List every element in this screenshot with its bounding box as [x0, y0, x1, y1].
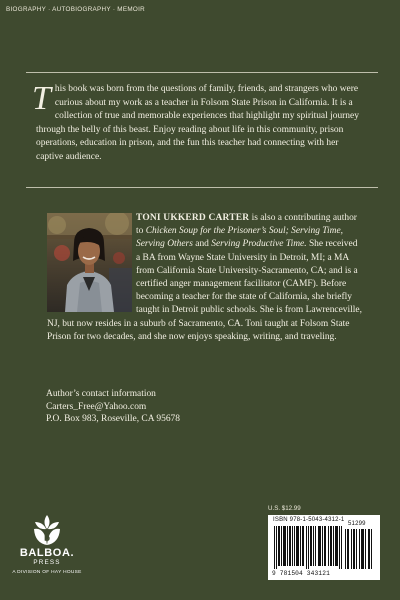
ean-barcode-bars	[273, 526, 343, 569]
photo-wrap-spacer	[47, 212, 136, 313]
blurb-text: his book was born from the questions of family, friends, and strangers who were curious about my work as a teacher in Folsom State Prison in California. It is a collection of true and memorable experiences that highlight my spiritual journey through the belly of this beast. Enjoy reading about life in this community, prison operations, education in prison, and the fun this teacher had connecting with her captive audience.	[36, 84, 359, 162]
bio-and: and	[192, 239, 212, 250]
publisher-press: PRESS	[33, 559, 61, 566]
book-blurb	[32, 80, 360, 164]
ean-digits: 9 781504 343121	[272, 570, 330, 577]
price-code: 51299	[348, 521, 366, 527]
bio-book-2: Serving Productive Time.	[211, 239, 307, 250]
contact-email: Carters_Free@Yahoo.com	[46, 401, 147, 412]
publisher-division: A DIVISION OF HAY HOUSE	[12, 570, 82, 575]
lotus-b-icon	[32, 514, 62, 546]
price-label: U.S. $12.99	[268, 505, 301, 512]
contact-address: P.O. Box 983, Roseville, CA 95678	[46, 414, 180, 425]
contact-info	[46, 388, 180, 426]
top-divider	[26, 72, 378, 73]
isbn-number: ISBN 978-1-5043-4312-1	[273, 517, 345, 523]
bio-intro: is also a contributing author to	[136, 213, 357, 237]
bio-rest: She received a BA from Wayne State University in Detroit, MI; a MA from California State University-Sacramento, CA; and is a certified anger management facilitator (CAMF). Before becoming a teacher for the state of California, she briefly taught in Detroit public schools. She is from Lawrenceville, NJ, but now resides in a suburb of Sacramento, CA. Toni taught at Folsom State Prison for two decades, and she now enjoys speaking, writing, and traveling.	[47, 239, 362, 342]
svg-text:b: b	[43, 532, 51, 544]
drop-cap: T	[32, 80, 51, 117]
isbn-barcode	[268, 515, 380, 580]
publisher-logo	[2, 512, 92, 600]
contact-heading: Author’s contact information	[46, 389, 156, 399]
genre-line: BIOGRAPHY · AUTOBIOGRAPHY · MEMOIR	[6, 6, 145, 13]
bottom-divider	[26, 187, 378, 188]
publisher-brand: BALBOA.	[19, 547, 75, 559]
author-name: TONI UKKERD CARTER	[136, 213, 250, 223]
author-bio	[47, 212, 363, 344]
price-addon-bars	[344, 529, 374, 569]
bio-book-1: Chicken Soup for the Prisoner’s Soul; Serving Time, Serving Others	[136, 226, 343, 250]
